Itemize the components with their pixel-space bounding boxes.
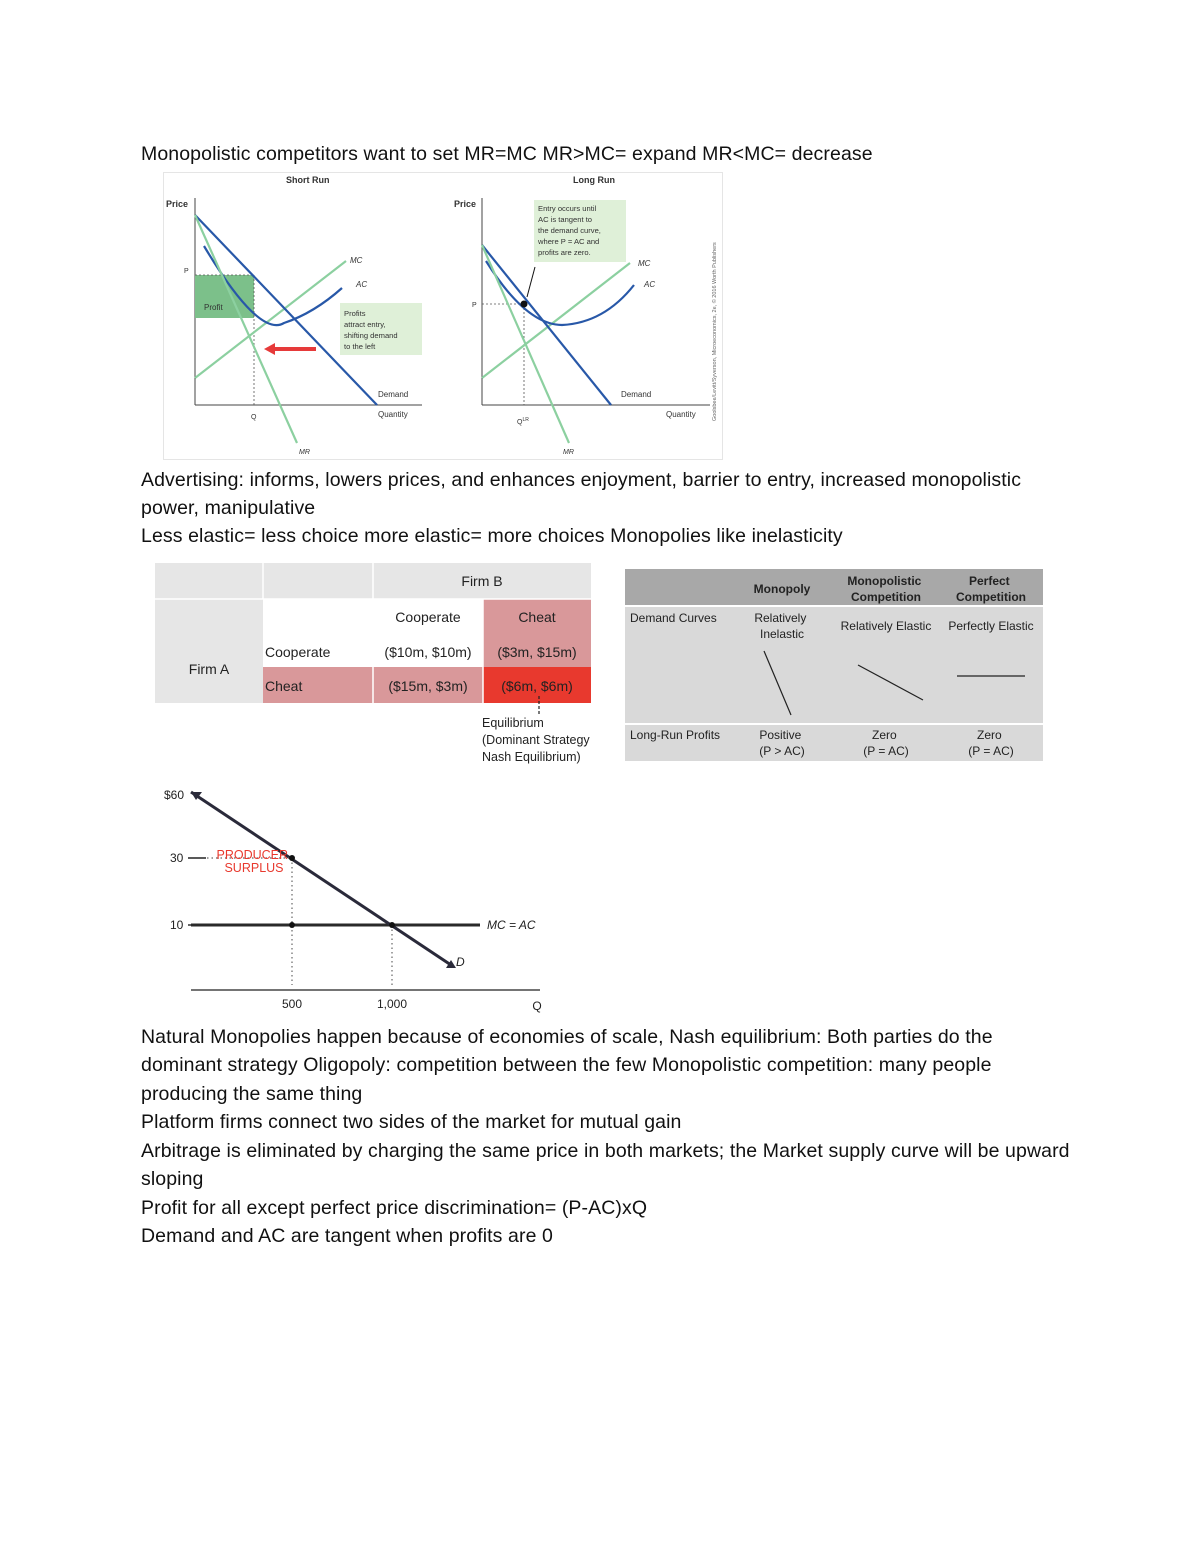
header-perfect-competition: Perfect Competition bbox=[956, 574, 1026, 604]
equilibrium-note-line: (Dominant Strategy bbox=[482, 733, 590, 747]
short-run-mr-label: MR bbox=[299, 449, 310, 456]
firm-a-cell bbox=[155, 599, 263, 703]
long-run-note-line: the demand curve, bbox=[538, 226, 601, 235]
firm-b-label: Firm B bbox=[461, 573, 503, 589]
payoff-matrix bbox=[153, 563, 603, 768]
monopolistic-profit-text: Zero (P = AC) bbox=[863, 728, 909, 758]
producer-surplus-svg bbox=[150, 780, 570, 1020]
monopoly-profit-text: Positive (P > AC) bbox=[759, 728, 805, 758]
equilibrium-note-line: Equilibrium bbox=[482, 716, 544, 730]
short-run-demand-label: Demand bbox=[378, 390, 409, 399]
row-cheat-label: Cheat bbox=[265, 678, 303, 694]
long-run-mr-curve bbox=[482, 245, 569, 443]
long-run-title: Long Run bbox=[573, 175, 615, 185]
header-monopolistic-competition: Monopolistic Competition bbox=[847, 574, 922, 604]
long-run-price-label: Price bbox=[454, 199, 477, 209]
long-run-mc-label: MC bbox=[638, 259, 651, 268]
profit-label: Profit bbox=[204, 303, 223, 312]
paragraph-arbitrage: Arbitrage is eliminated by charging the same price in both markets; the Market supply curve will be upward sloping bbox=[141, 1140, 1070, 1191]
ps-x-tick: 500 bbox=[281, 997, 303, 1011]
paragraph-natural-monopolies: Natural Monopolies happen because of economies of scale, Nash equilibrium: Both parties do the dominant strategy Oligopoly: competition between the few Monopolistic competition: many people producing the same thing bbox=[141, 1026, 993, 1105]
ps-point bbox=[389, 922, 395, 928]
perfect-demand-text: Perfectly Elastic bbox=[948, 619, 1034, 633]
shift-left-arrowhead bbox=[264, 343, 275, 355]
short-run-ac-label: AC bbox=[356, 280, 368, 289]
long-run-ac-label: AC bbox=[644, 280, 656, 289]
paragraph-platform-firms: Platform firms connect two sides of the market for mutual gain bbox=[141, 1111, 682, 1133]
short-long-run-figure bbox=[163, 172, 723, 460]
short-run-q-tick: Q bbox=[251, 414, 257, 421]
long-run-p-tick: P bbox=[472, 302, 477, 309]
producer-surplus-label: PRODUCER SURPLUS bbox=[216, 848, 289, 875]
ps-y-tick: $60 bbox=[164, 788, 185, 802]
short-run-note-line: attract entry, bbox=[344, 320, 386, 329]
long-run-q-tick: $Q^{LR}$ bbox=[517, 417, 529, 426]
ps-y-tick: 10 bbox=[170, 918, 184, 932]
payoff-cell: ($15m, $3m) bbox=[388, 678, 468, 694]
mc-ac-label: MC = AC bbox=[487, 918, 536, 932]
long-run-mr-label: MR bbox=[563, 449, 574, 456]
row-long-run-profits-label: Long-Run Profits bbox=[630, 728, 721, 742]
figure-credit: Goolsbee/Levitt/Syverson, Microeconomics, 2e, © 2016 Worth Publishers bbox=[712, 242, 718, 421]
ps-point bbox=[289, 922, 295, 928]
perfect-profit-text: Zero (P = AC) bbox=[968, 728, 1014, 758]
tangency-point bbox=[521, 301, 528, 308]
payoff-cell: ($3m, $15m) bbox=[497, 644, 577, 660]
row-demand-curves-label: Demand Curves bbox=[630, 611, 717, 625]
short-run-note-line: Profits bbox=[344, 309, 366, 318]
long-run-demand-label: Demand bbox=[621, 390, 652, 399]
payoff-cell: ($6m, $6m) bbox=[501, 678, 573, 694]
paragraph-profit-formula: Profit for all except perfect price discrimination= (P-AC)xQ bbox=[141, 1197, 648, 1219]
short-run-quantity-label: Quantity bbox=[378, 410, 408, 419]
payoff-matrix-svg bbox=[153, 563, 603, 768]
short-run-price-label: Price bbox=[166, 199, 189, 209]
market-structure-table bbox=[625, 569, 1045, 762]
payoff-cell: ($10m, $10m) bbox=[384, 644, 472, 660]
demand-label: D bbox=[456, 955, 465, 969]
long-run-note-line: profits are zero. bbox=[538, 248, 591, 257]
paragraph-demand-ac-tangent: Demand and AC are tangent when profits are 0 bbox=[141, 1225, 553, 1247]
ps-y-tick: 30 bbox=[170, 851, 184, 865]
producer-surplus-chart bbox=[150, 780, 570, 1020]
short-run-p-tick: P bbox=[184, 268, 189, 275]
short-run-note-line: to the left bbox=[344, 342, 376, 351]
ps-x-tick: 1,000 bbox=[376, 997, 408, 1011]
long-run-mc-curve bbox=[482, 263, 630, 378]
paragraph-advertising: Advertising: informs, lowers prices, and enhances enjoyment, barrier to entry, increased monopolistic power, manipulative bbox=[141, 469, 1022, 520]
equilibrium-note bbox=[482, 716, 593, 764]
paragraph-elasticity: Less elastic= less choice more elastic= more choices Monopolies like inelasticity bbox=[141, 525, 843, 547]
header-monopoly: Monopoly bbox=[753, 582, 811, 596]
equilibrium-note-line: Nash Equilibrium) bbox=[482, 750, 581, 764]
monopoly-demand-text: Relatively Inelastic bbox=[754, 611, 807, 641]
market-structure-svg bbox=[625, 569, 1045, 762]
long-run-demand-curve bbox=[482, 245, 611, 405]
row-cooperate-label: Cooperate bbox=[265, 644, 331, 660]
tangency-pointer bbox=[527, 267, 535, 297]
ps-q-label: Q bbox=[532, 999, 542, 1013]
long-run-note-line: where P = AC and bbox=[538, 237, 600, 246]
long-run-note-line: AC is tangent to bbox=[538, 215, 593, 224]
firm-a-label: Firm A bbox=[188, 661, 230, 677]
long-run-quantity-label: Quantity bbox=[666, 410, 696, 419]
short-run-note-line: shifting demand bbox=[344, 331, 398, 340]
col-cooperate-label: Cooperate bbox=[395, 609, 461, 625]
monopolistic-demand-text: Relatively Elastic bbox=[840, 619, 932, 633]
short-run-mr-curve bbox=[195, 215, 297, 443]
col-cheat-label: Cheat bbox=[518, 609, 556, 625]
short-long-run-svg bbox=[164, 173, 722, 459]
demand-line bbox=[191, 792, 451, 965]
short-run-title: Short Run bbox=[286, 175, 330, 185]
paragraph-mr-mc: Monopolistic competitors want to set MR=MC MR>MC= expand MR<MC= decrease bbox=[141, 143, 873, 165]
long-run-ac-curve bbox=[486, 261, 634, 325]
short-run-mc-label: MC bbox=[350, 256, 363, 265]
long-run-note-line: Entry occurs until bbox=[538, 204, 597, 213]
